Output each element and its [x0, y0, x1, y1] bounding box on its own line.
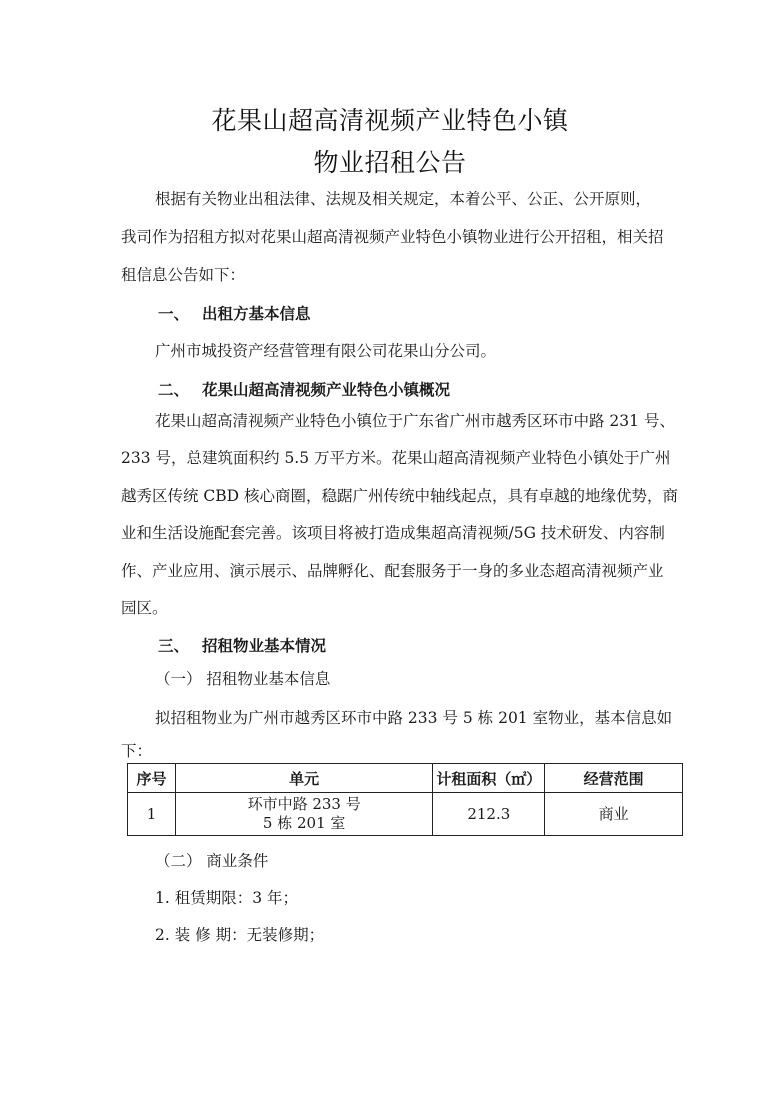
section1-number: 一、 — [158, 305, 190, 323]
section3-sub1-heading: （一） 招租物业基本信息 — [155, 670, 331, 688]
table-cell-no: 1 — [128, 793, 176, 836]
section3-number: 三、 — [158, 637, 190, 655]
section3-heading — [158, 634, 326, 656]
section3-title: 招租物业基本情况 — [202, 637, 327, 655]
condition-item-1: 1. 租赁期限：3 年； — [155, 889, 299, 907]
table-header-no: 序号 — [128, 764, 176, 793]
section2-line-6: 园区。 — [121, 599, 168, 617]
table-cell-unit-line1: 环市中路 233 号 — [247, 795, 361, 813]
condition-item-2: 2. 装 修 期：无装修期； — [155, 926, 325, 944]
section1-heading — [158, 302, 311, 324]
table-header-unit: 单元 — [175, 764, 432, 793]
section2-line-1: 花果山超高清视频产业特色小镇位于广东省广州市越秀区环市中路 231 号、 — [155, 412, 675, 430]
section2-line-3: 越秀区传统 CBD 核心商圈，稳踞广州传统中轴线起点，具有卓越的地缘优势，商 — [121, 487, 679, 505]
section2-number: 二、 — [158, 381, 190, 399]
section1-title: 出租方基本信息 — [202, 305, 311, 323]
document-title-line1: 花果山超高清视频产业特色小镇 — [211, 106, 569, 135]
table-header-scope: 经营范围 — [545, 764, 683, 793]
section2-line-4: 业和生活设施配套完善。该项目将被打造成集超高清视频/5G 技术研发、内容制 — [121, 524, 665, 542]
intro-line-2: 我司作为招租方拟对花果山超高清视频产业特色小镇物业进行公开招租，相关招 — [121, 228, 664, 246]
section3-sub2-heading: （二） 商业条件 — [155, 852, 269, 870]
table-header-area: 计租面积（㎡） — [433, 764, 545, 793]
section2-line-5: 作、产业应用、演示展示、品牌孵化、配套服务于一身的多业态超高清视频产业 — [121, 562, 664, 580]
document-title-line2: 物业招租公告 — [313, 148, 467, 177]
table-cell-scope: 商业 — [545, 793, 683, 836]
section1-text: 广州市城投资产经营管理有限公司花果山分公司。 — [155, 342, 497, 360]
table-header-row — [128, 764, 683, 793]
table-cell-area: 212.3 — [433, 793, 545, 836]
property-table — [127, 763, 683, 836]
table-row — [128, 793, 683, 836]
intro-line-3: 租信息公告如下： — [121, 266, 246, 284]
section3-sub1-line-2: 下： — [121, 742, 153, 760]
section2-heading — [158, 378, 450, 400]
intro-line-1: 根据有关物业出租法律、法规及相关规定，本着公平、公正、公开原则， — [155, 190, 652, 208]
section2-line-2: 233 号，总建筑面积约 5.5 万平方米。花果山超高清视频产业特色小镇处于广州 — [121, 449, 671, 467]
section2-title: 花果山超高清视频产业特色小镇概况 — [202, 381, 451, 399]
table-cell-unit-line2: 5 栋 201 室 — [262, 814, 346, 832]
section3-sub1-line-1: 拟招租物业为广州市越秀区环市中路 233 号 5 栋 201 室物业，基本信息如 — [155, 709, 673, 727]
table-cell-unit — [175, 793, 432, 836]
